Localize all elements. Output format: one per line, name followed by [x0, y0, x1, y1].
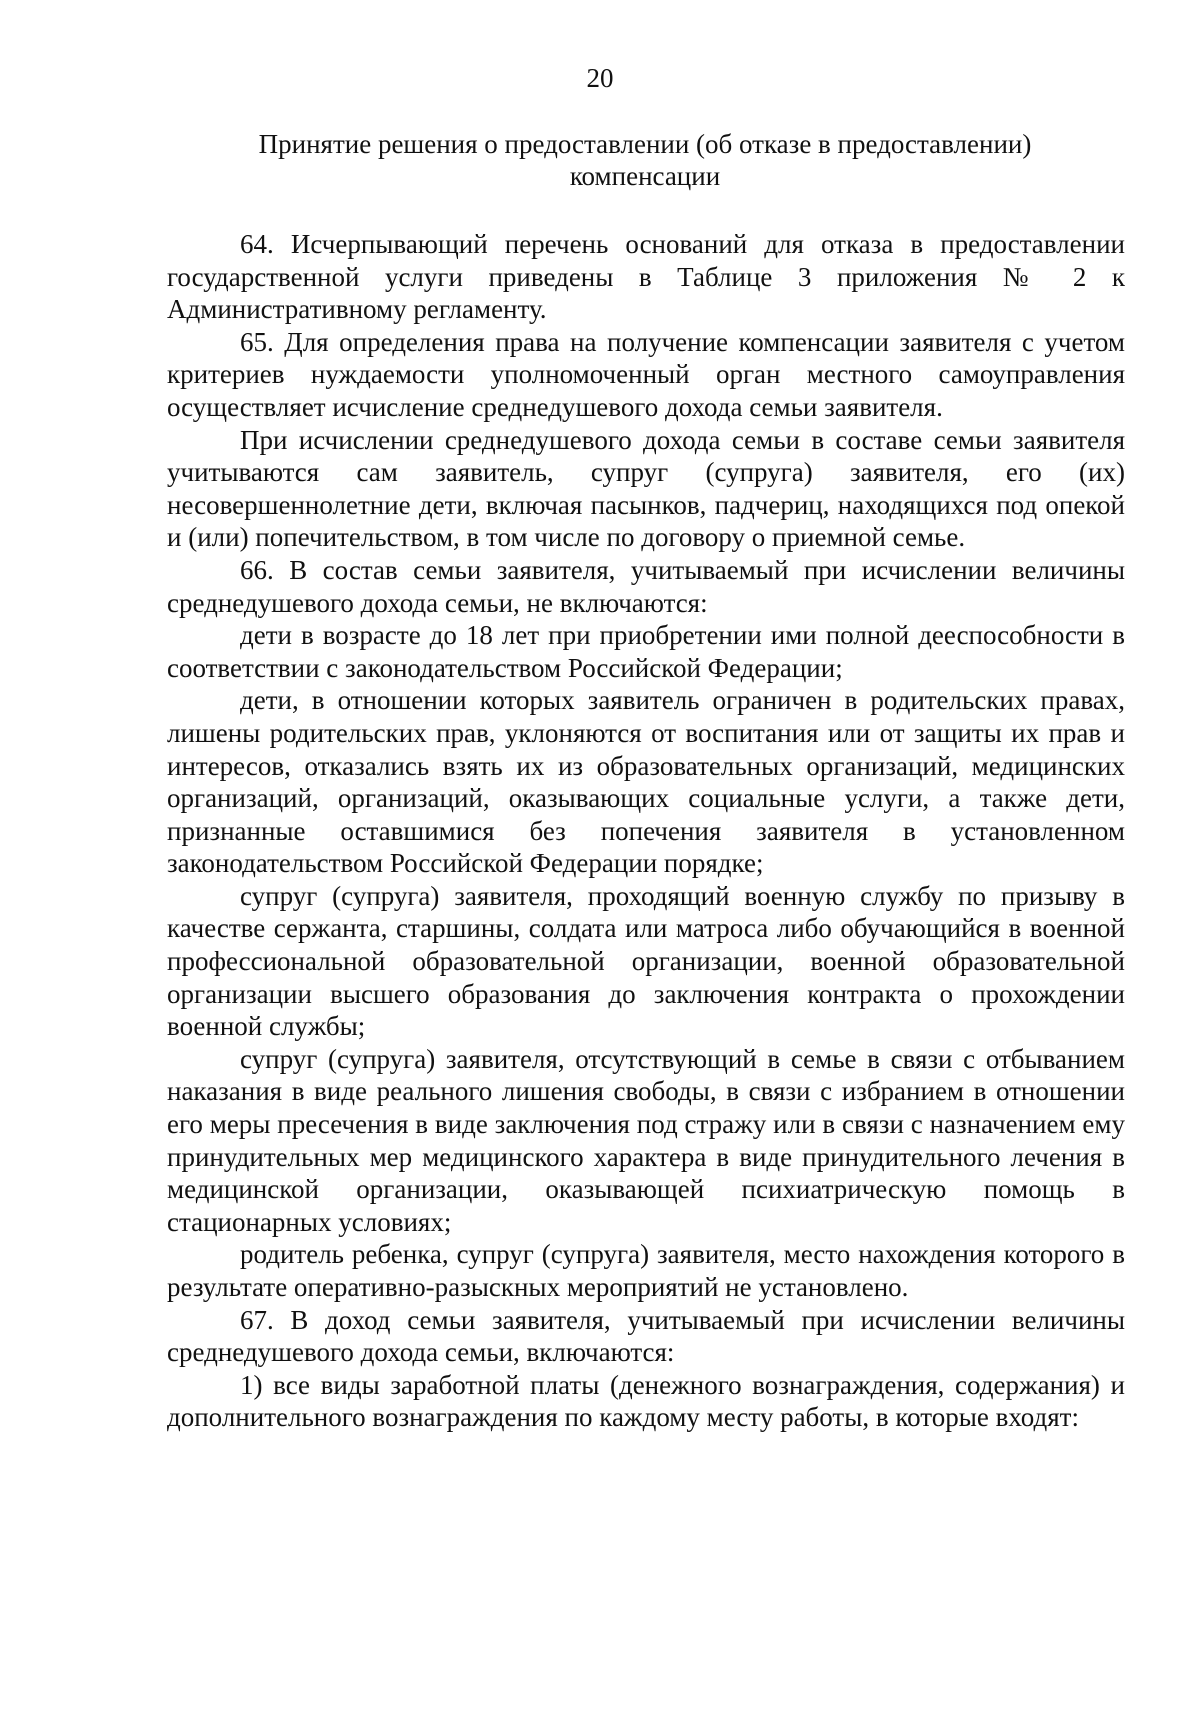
list-item-spouse-military: супруг (супруга) заявителя, проходящий военную службу по призыву в качестве сержанта, старшины, солдата или матроса либо обучающийся в военной профессиональной образовательной организации, военной образовательной организации высшего образования до заключения контракта о прохождении военной службы;: [167, 880, 1125, 1042]
list-item-children-parental-rights: дети, в отношении которых заявитель ограничен в родительских правах, лишены родительских прав, уклоняются от воспитания или от защиты их прав и интересов, отказались взять их из образовательных организаций, медицинских организаций, организаций, оказывающих социальные услуги, а также дети, признанные оставшимися без попечения заявителя в установленном законодательством Российской Федерации порядке;: [167, 685, 1125, 879]
list-item-parent-unknown-location: родитель ребенка, супруг (супруга) заявителя, место нахождения которого в результате оперативно-разыскных мероприятий не установлено.: [167, 1239, 1125, 1302]
list-item-children-capacity: дети в возрасте до 18 лет при приобретении ими полной дееспособности в соответствии с законодательством Российской Федерации;: [167, 620, 1125, 683]
document-body: [167, 228, 1125, 1434]
list-item-spouse-absent: супруг (супруга) заявителя, отсутствующий в семье в связи с отбыванием наказания в виде реального лишения свободы, в связи с избранием в отношении его меры пресечения в виде заключения под стражу или в связи с назначением ему принудительных мер медицинского характера в виде принудительного лечения в медицинской организации, оказывающей психиатрическую помощь в стационарных условиях;: [167, 1043, 1125, 1237]
section-heading: [165, 128, 1125, 192]
paragraph-family-composition: При исчислении среднедушевого дохода семьи в составе семьи заявителя учитываются сам заявитель, супруг (супруга) заявителя, его (их) несовершеннолетние дети, включая пасынков, падчериц, находящихся под опекой и (или) попечительством, в том числе по договору о приемной семье.: [167, 424, 1125, 553]
section-heading-line-2: компенсации: [569, 161, 721, 191]
paragraph-67: 67. В доход семьи заявителя, учитываемый при исчислении величины среднедушевого дохода семьи, включаются:: [167, 1304, 1125, 1368]
paragraph-66: 66. В состав семьи заявителя, учитываемый при исчислении величины среднедушевого дохода семьи, не включаются:: [167, 554, 1125, 618]
section-heading-line-1: Принятие решения о предоставлении (об отказе в предоставлении): [258, 129, 1032, 159]
page-number: 20: [586, 63, 614, 93]
paragraph-64: 64. Исчерпывающий перечень оснований для отказа в предоставлении государственной услуги приведены в Таблице 3 приложения № 2 к Административному регламенту.: [167, 229, 1125, 325]
paragraph-65: 65. Для определения права на получение компенсации заявителя с учетом критериев нуждаемости уполномоченный орган местного самоуправления осуществляет исчисление среднедушевого дохода семьи заявителя.: [167, 326, 1125, 422]
list-item-wages: 1) все виды заработной платы (денежного вознаграждения, содержания) и дополнительного вознаграждения по каждому месту работы, в которые входят:: [167, 1369, 1125, 1433]
